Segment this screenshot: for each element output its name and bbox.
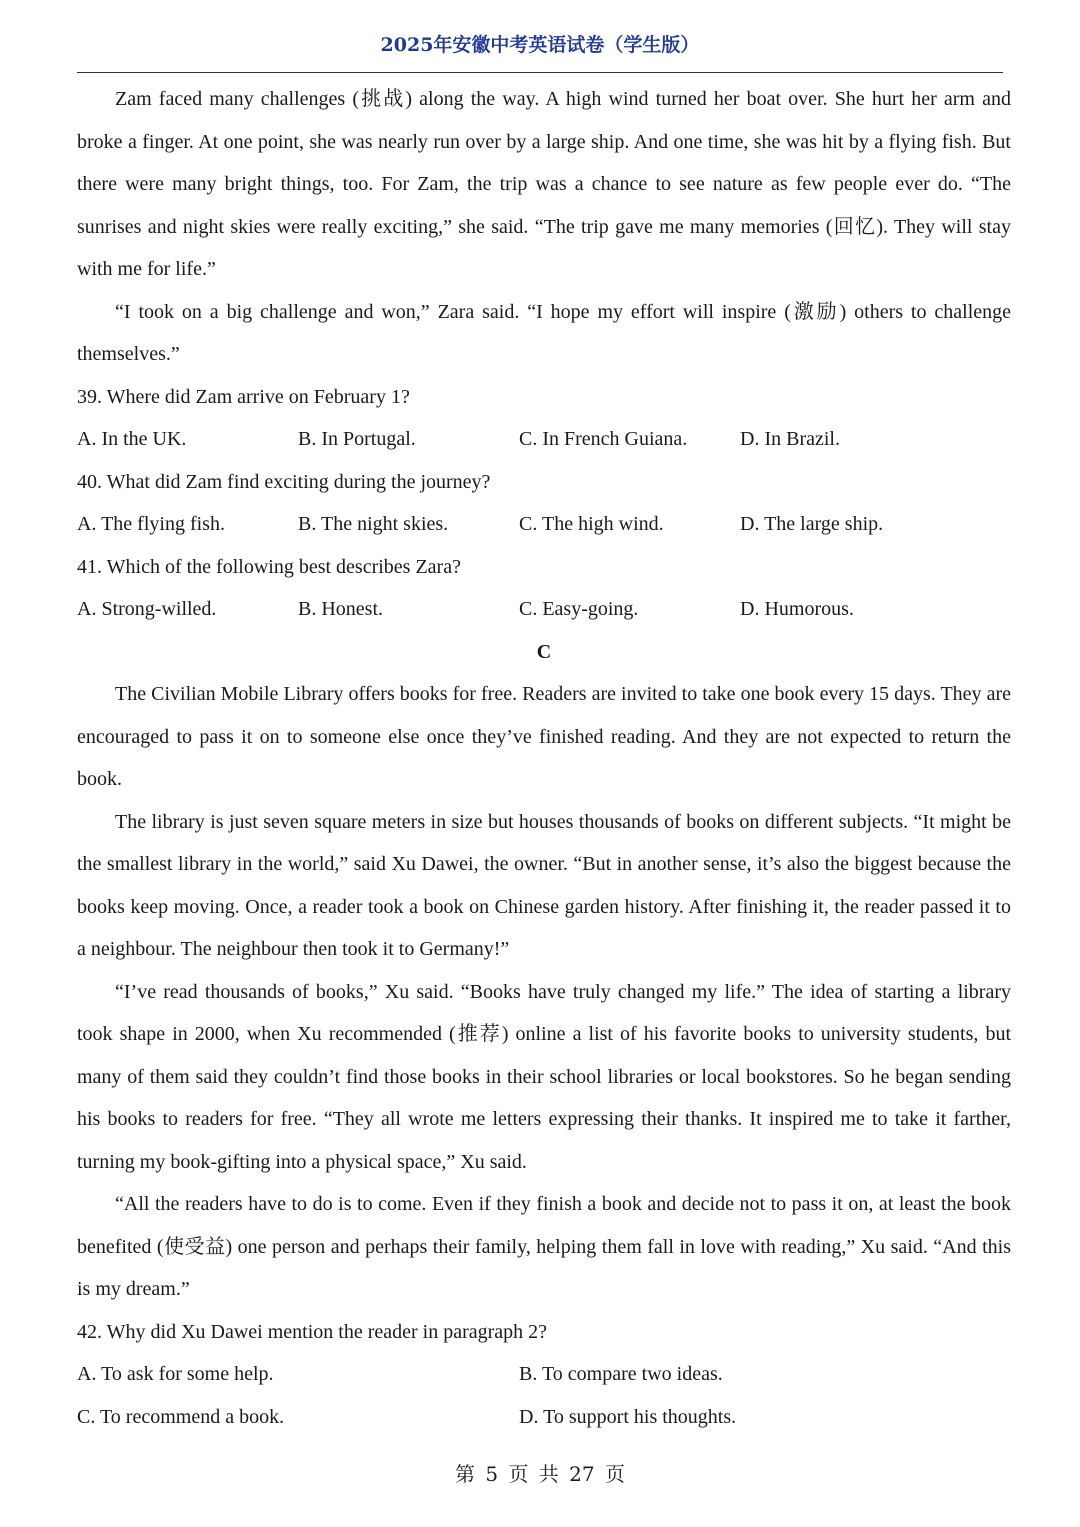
- question-42-option-d: D. To support his thoughts.: [519, 1405, 737, 1428]
- passage-c-paragraph-3: “I’ve read thousands of books,” Xu said. “Books have truly changed my life.” The idea of starting a library took shape in 2000, when Xu recommended (推荐) online a list of his favorite books to university students, but many of them said they couldn’t find those books in their school libraries or local bookstores. So he began sending his books to readers for free. “They all wrote me letters expressing their thanks. It inspired me to take it farther, turning my book-gifting into a physical space,” Xu said.: [77, 980, 1011, 1173]
- question-41-option-b: B. Honest.: [298, 598, 383, 620]
- page-number-footer: 第 5 页 共 27 页: [455, 1462, 625, 1486]
- question-39-option-b: B. In Portugal.: [298, 428, 416, 450]
- passage-b-paragraph-1: Zam faced many challenges (挑战) along the way. A high wind turned her boat over. She hurt her arm and broke a finger. At one point, she was nearly run over by a large ship. And one time, she was hit by a flying fish. But there were many bright things, too. For Zam, the trip was a chance to see nature as few people ever do. “The sunrises and night skies were really exciting,” she said. “The trip gave me many memories (回忆). They will stay with me for life.”: [77, 88, 1011, 280]
- page-content: [77, 78, 1011, 1438]
- passage-c-paragraph-1: The Civilian Mobile Library offers books for free. Readers are invited to take one book every 15 days. They are encouraged to pass it on to someone else once they’ve finished reading. And they are not expected to return the book.: [77, 683, 1011, 790]
- question-40-option-b: B. The night skies.: [298, 513, 449, 535]
- question-40-stem: 40. What did Zam find exciting during the journey?: [77, 470, 491, 493]
- passage-c-paragraph-4: “All the readers have to do is to come. Even if they finish a book and decide not to pass it on, at least the book benefited (使受益) one person and perhaps their family, helping them fall in love with reading,” Xu said. “And this is my dream.”: [77, 1193, 1011, 1300]
- question-42-option-b: B. To compare two ideas.: [519, 1363, 723, 1385]
- passage-b-paragraph-2: “I took on a big challenge and won,” Zara said. “I hope my effort will inspire (激励) others to challenge themselves.”: [77, 300, 1011, 365]
- question-39-options: [77, 418, 1011, 461]
- question-40-option-c: C. The high wind.: [519, 513, 664, 535]
- question-41-option-a: A. Strong-willed.: [77, 598, 217, 620]
- section-label-c: C: [536, 640, 552, 663]
- question-42-option-c: C. To recommend a book.: [77, 1405, 285, 1428]
- page-header-title: 2025年安徽中考英语试卷（学生版）: [380, 34, 700, 56]
- question-42-options-row-2: [77, 1396, 1011, 1439]
- question-40-options: [77, 503, 1011, 546]
- question-41-option-d: D. Humorous.: [740, 598, 854, 620]
- question-39-option-d: D. In Brazil.: [740, 428, 840, 450]
- question-42-stem: 42. Why did Xu Dawei mention the reader in paragraph 2?: [77, 1320, 548, 1343]
- question-39-option-a: A. In the UK.: [77, 428, 187, 450]
- question-39-option-c: C. In French Guiana.: [519, 428, 688, 450]
- question-42-options-row-1: [77, 1353, 1011, 1396]
- passage-c-paragraph-2: The library is just seven square meters in size but houses thousands of books on different subjects. “It might be the smallest library in the world,” said Xu Dawei, the owner. “But in another sense, it’s also the biggest because the books keep moving. Once, a reader took a book on Chinese garden history. After finishing it, the reader passed it to a neighbour. The neighbour then took it to Germany!”: [77, 810, 1011, 960]
- question-40-option-a: A. The flying fish.: [77, 513, 225, 535]
- question-39-stem: 39. Where did Zam arrive on February 1?: [77, 385, 410, 408]
- question-40-option-d: D. The large ship.: [740, 513, 884, 535]
- question-41-stem: 41. Which of the following best describes Zara?: [77, 555, 461, 578]
- question-42-option-a: A. To ask for some help.: [77, 1363, 274, 1385]
- header-divider: [77, 72, 1003, 73]
- question-41-options: [77, 588, 1011, 631]
- question-41-option-c: C. Easy-going.: [519, 598, 639, 620]
